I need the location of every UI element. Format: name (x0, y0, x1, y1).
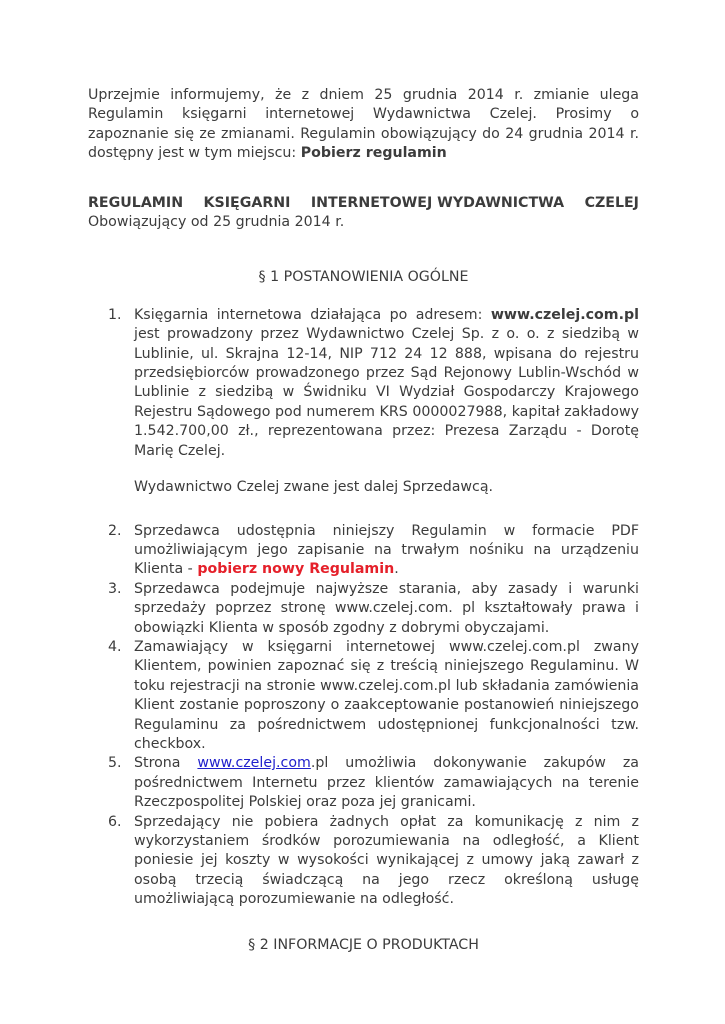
list-item-number: 4. (108, 638, 122, 655)
title-word-1: REGULAMIN (88, 194, 184, 211)
valid-from-date: Obowiązujący od 25 grudnia 2014 r. (88, 214, 345, 231)
intro-text: Uprzejmie informujemy, że z dniem 25 grudnia 2014 r. zmianie ulega Regulamin księgarni internetowej Wydawnictwa Czelej. Prosimy o zapoznanie się ze zmianami. Regulamin obowiązujący do 24 grudnia 2014 r. dostępny jest w tym miejscu: (88, 87, 639, 162)
title-word-4: CZELEJ (584, 194, 639, 211)
list-item (88, 306, 639, 498)
list-item-number: 2. (108, 522, 122, 539)
list-item (88, 638, 639, 754)
text-run: Strona (134, 755, 198, 772)
section-2-heading: § 2 INFORMACJE O PRODUKTACH (248, 936, 479, 953)
list-item-text: Sprzedający nie pobiera żadnych opłat za komunikację z nim z wykorzystaniem środków porozumiewania na odległość, a Klient poniesie jej koszty w wysokości wynikającej z umowy jaką zawarł z osobą trzecią świadczącą na jego rzecz określoną usługę umożliwiającą porozumiewanie na odległość. (134, 813, 639, 908)
list-item (88, 580, 639, 638)
list-item-text: Zamawiający w księgarni internetowej www.czelej.com.pl zwany Klientem, powinien zapoznać się z treścią niniejszego Regulaminu. W toku rejestracji na stronie www.czelej.com.pl lub składania zamówienia Klient zostanie poproszony o zaakceptowanie postanowień niniejszego Regulaminu za pośrednictwem udostępnionej funkcjonalności tzw. checkbox. (134, 638, 639, 752)
website-address: www.czelej.com.pl (490, 306, 639, 323)
text-run: . (394, 561, 399, 578)
website-link[interactable]: www.czelej.com (197, 755, 311, 772)
list-item (88, 754, 639, 812)
list-item-text: Sprzedawca podejmuje najwyższe starania, aby zasady i warunki sprzedaży poprzez stronę www.czelej.com. pl kształtowały prawa i obowiązki Klienta w sposób zgodny z dobrymi obyczajami. (134, 580, 639, 636)
intro-paragraph (88, 86, 639, 164)
title-word-2: KSIĘGARNI (203, 194, 291, 211)
text-run: .pl umożliwia dokonywanie zakupów za pośrednictwem Internetu przez klientów zamawiających na terenie Rzeczpospolitej Polskiej oraz poza jej granicami. (134, 755, 639, 811)
list-item-text (134, 754, 639, 812)
list-item-text (134, 522, 639, 580)
section-1-heading: § 1 POSTANOWIENIA OGÓLNE (258, 269, 469, 286)
document-page (88, 86, 639, 955)
list-item-number: 5. (108, 755, 122, 772)
list-item (88, 522, 639, 580)
document-title (88, 194, 639, 213)
seller-definition-note: Wydawnictwo Czelej zwane jest dalej Sprzedawcą. (134, 479, 494, 496)
title-word-3: INTERNETOWEJ WYDAWNICTWA (310, 194, 565, 211)
text-run: Księgarnia internetowa działająca po adresem: (134, 306, 491, 323)
text-run: Sprzedawca udostępnia niniejszy Regulamin w formacie PDF umożliwiającym jego zapisanie na trwałym nośniku na urządzeniu Klienta - (134, 522, 639, 578)
list-item-number: 3. (108, 580, 122, 597)
list-item-text (134, 306, 639, 461)
list-item-number: 6. (108, 813, 122, 830)
list-item-number: 1. (108, 306, 122, 323)
download-new-regulations-link[interactable]: pobierz nowy Regulamin (197, 561, 395, 578)
section-1-list (88, 306, 639, 910)
text-run: jest prowadzony przez Wydawnictwo Czelej Sp. z o. o. z siedzibą w Lublinie, ul. Skrajna 12-14, NIP 712 24 12 888, wpisana do rejestru przedsiębiorców prowadzonego przez Sąd Rejonowy Lublin-Wschód w Lublinie z siedzibą w Świdniku VI Wydział Gospodarczy Krajowego Rejestru Sądowego pod numerem KRS 0000027988, kapitał zakładowy 1.542.700,00 zł., reprezentowana przez: Prezesa Zarządu - Dorotę Marię Czelej. (134, 326, 639, 459)
download-old-regulations-link[interactable]: Pobierz regulamin (300, 145, 447, 162)
list-item (88, 813, 639, 910)
